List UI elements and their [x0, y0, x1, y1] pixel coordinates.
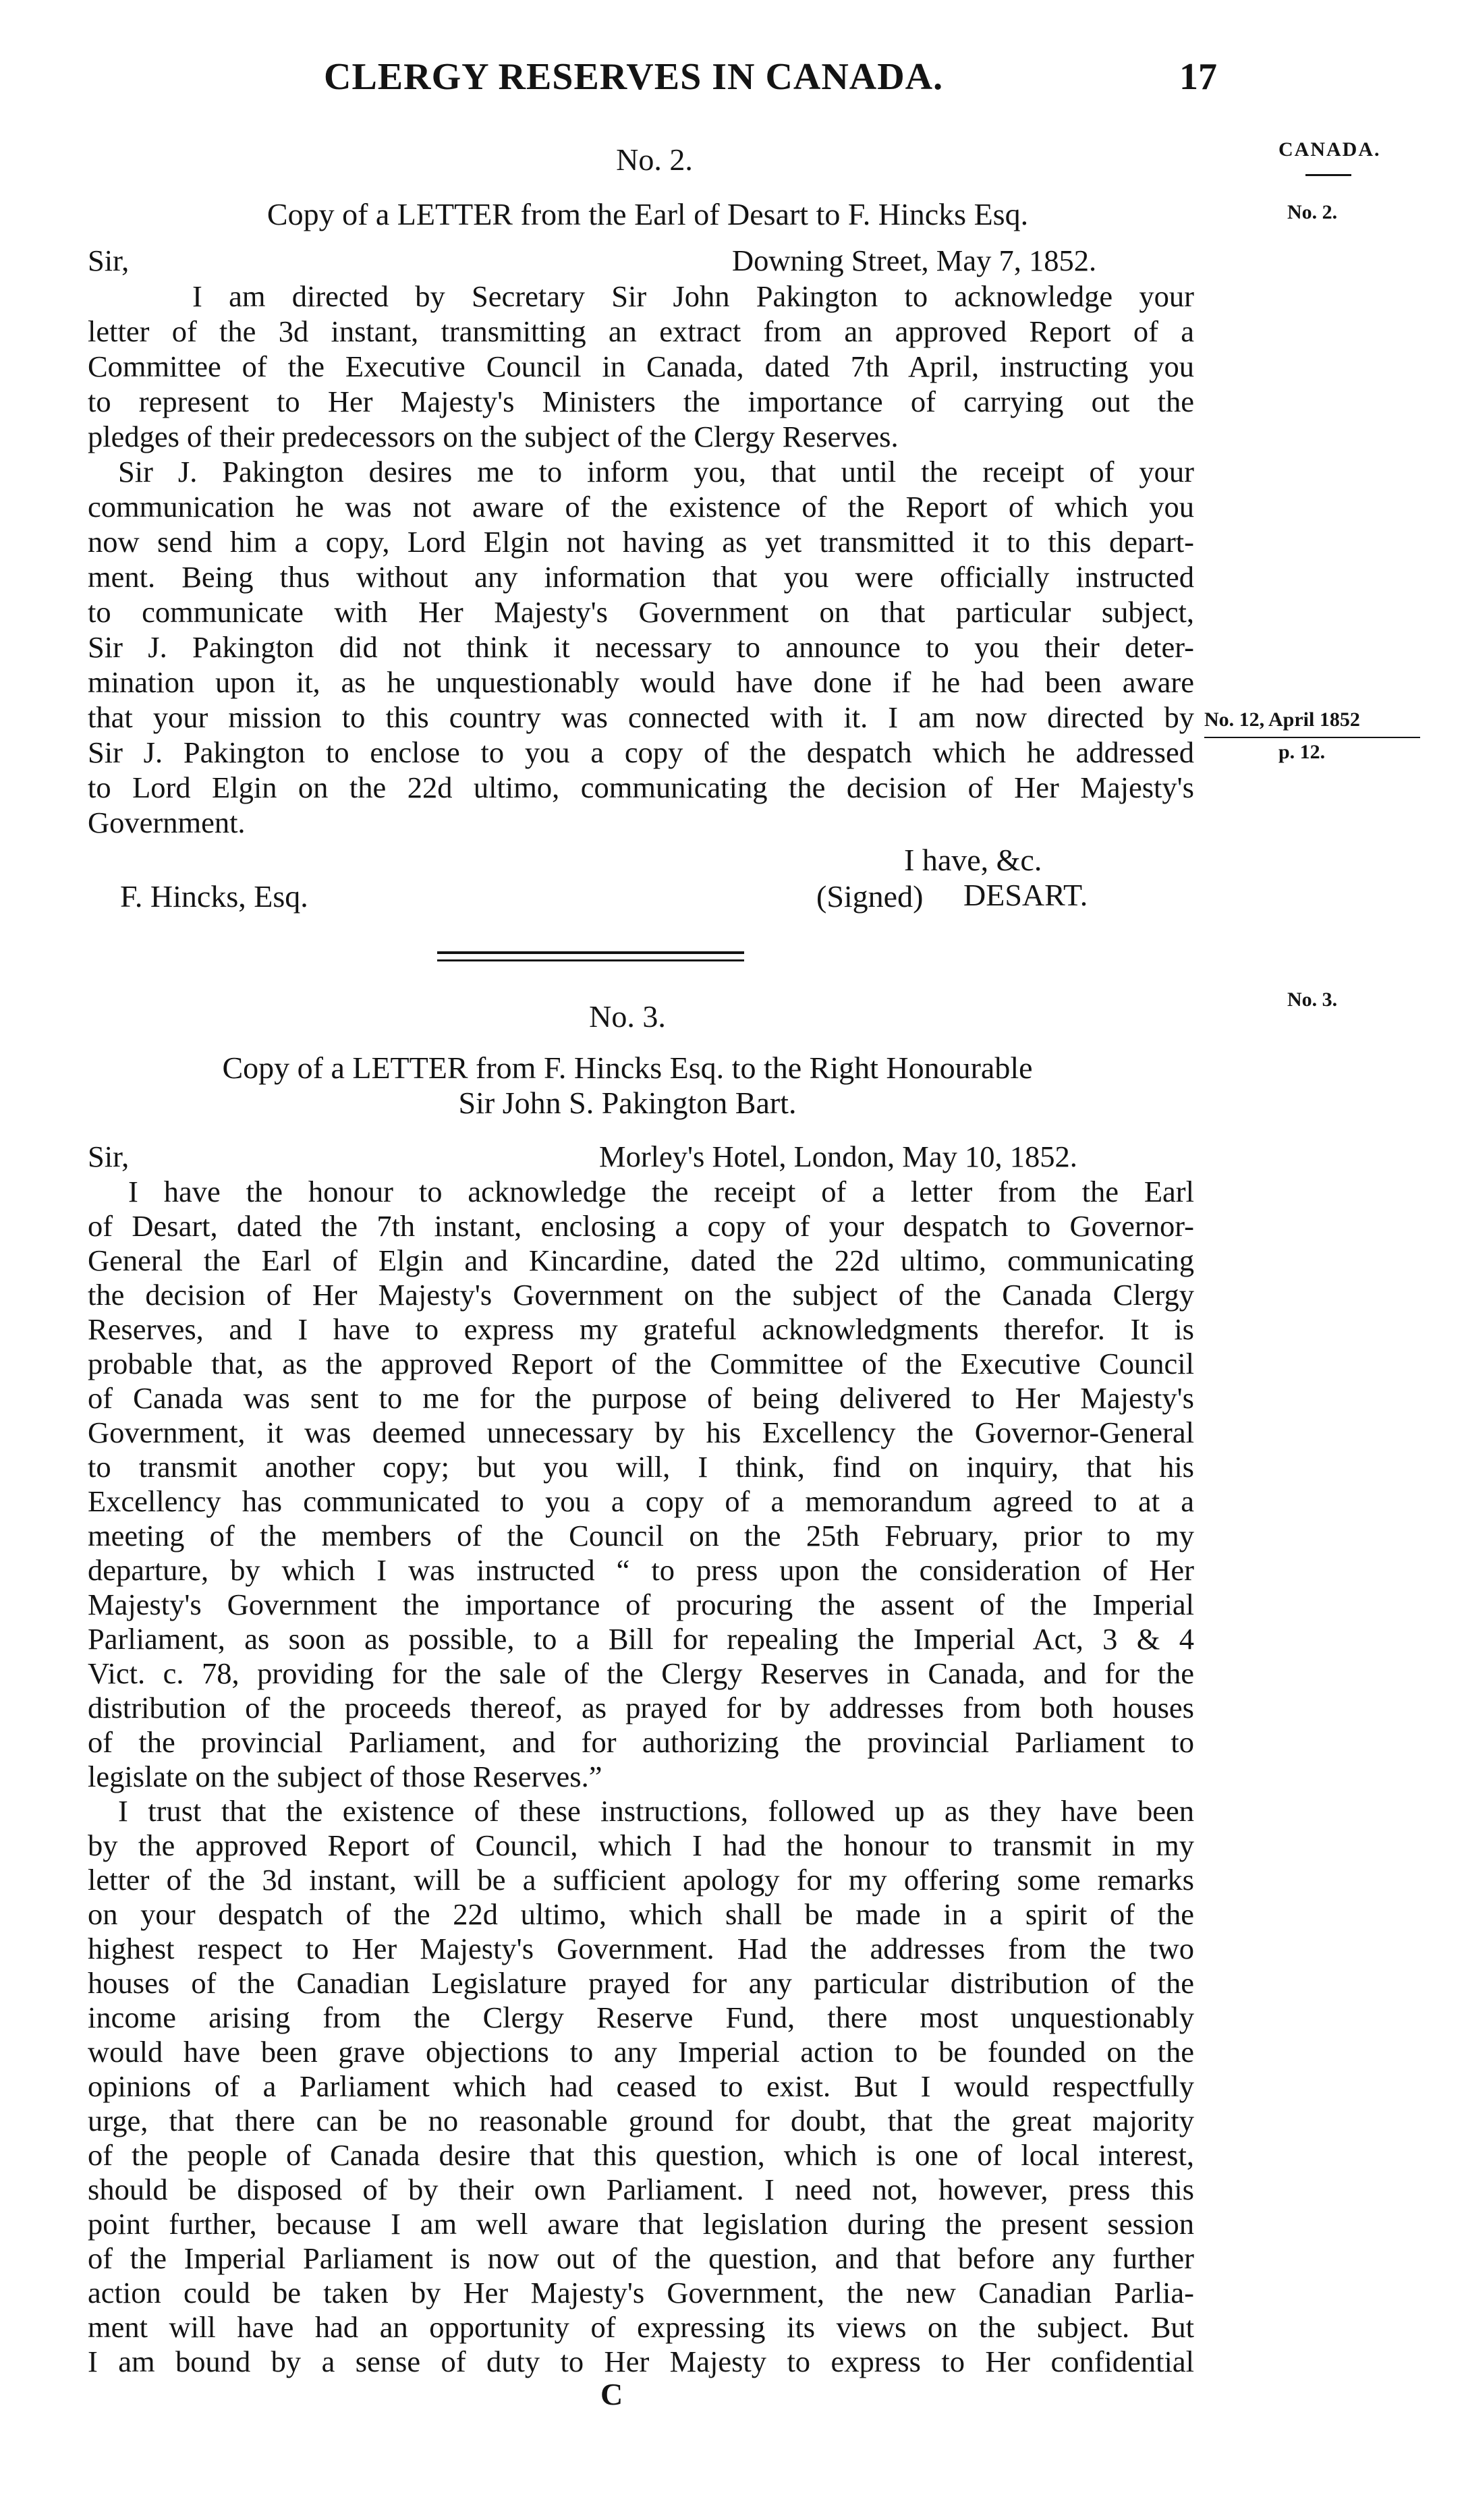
doc2-heading: Copy of a LETTER from the Earl of Desart to F. Hincks Esq. [266, 197, 1029, 231]
margin-heading-rule [1305, 174, 1351, 176]
doc3-line: ment will have had an opportunity of expressing its views on the subject. But [88, 2310, 1194, 2344]
margin-note-doc3: No. 3. [1287, 988, 1338, 1011]
doc3-line: houses of the Canadian Legislature prayed for any particular distribution of the [88, 1966, 1194, 2000]
doc3-line: I have the honour to acknowledge the receipt of a letter from the Earl [128, 1175, 1194, 1208]
doc3-line: should be disposed of by their own Parliament. I need not, however, press this [88, 2173, 1194, 2206]
doc3-line: General the Earl of Elgin and Kincardine, dated the 22d ultimo, communicating [88, 1243, 1194, 1277]
doc2-line: letter of the 3d instant, transmitting an extract from an approved Report of a [88, 314, 1194, 348]
doc3-line: on your despatch of the 22d ultimo, which shall be made in a spirit of the [88, 1897, 1194, 1931]
doc2-salutation: Sir, [88, 244, 130, 277]
doc3-line: departure, by which I was instructed “ to press upon the consideration of Her [88, 1553, 1194, 1587]
doc3-line: of Canada was sent to me for the purpose of being delivered to Her Majesty's [88, 1381, 1194, 1415]
doc2-line: Sir J. Pakington did not think it necessary to announce to you their deter- [88, 630, 1194, 664]
doc3-line: by the approved Report of Council, which I had the honour to transmit in my [88, 1828, 1194, 1862]
doc2-line: to Lord Elgin on the 22d ultimo, communicating the decision of Her Majesty's [88, 771, 1194, 804]
doc2-line: Sir J. Pakington desires me to inform you, that until the receipt of your [118, 455, 1194, 488]
doc3-line: probable that, as the approved Report of the Committee of the Executive Council [88, 1347, 1194, 1380]
doc3-line: I trust that the existence of these instructions, followed up as they have been [118, 1794, 1194, 1828]
margin-note-ref-line1: No. 12, April 1852 [1204, 708, 1360, 731]
running-head-title: CLERGY RESERVES IN CANADA. [324, 56, 944, 98]
doc3-line: Parliament, as soon as possible, to a Bill for repealing the Imperial Act, 3 & 4 [88, 1622, 1194, 1656]
doc2-line: Government. [88, 806, 246, 839]
doc2-line: Committee of the Executive Council in Canada, dated 7th April, instructing you [88, 349, 1194, 383]
doc3-dateline: Morley's Hotel, London, May 10, 1852. [599, 1140, 1077, 1173]
margin-note-doc2: No. 2. [1287, 201, 1338, 223]
margin-note-ref-rule [1204, 737, 1420, 738]
doc2-dateline: Downing Street, May 7, 1852. [732, 244, 1097, 277]
doc3-number: No. 3. [589, 999, 666, 1034]
doc2-line: to communicate with Her Majesty's Government on that particular subject, [88, 595, 1194, 629]
doc3-line: point further, because I am well aware that legislation during the present session [88, 2207, 1194, 2241]
doc2-line: ment. Being thus without any information that you were officially instructed [88, 560, 1194, 594]
doc3-line: action could be taken by Her Majesty's Government, the new Canadian Parlia- [88, 2276, 1194, 2309]
doc3-line: I am bound by a sense of duty to Her Majesty to express to Her confidential [88, 2345, 1194, 2378]
doc2-line: to represent to Her Majesty's Ministers the importance of carrying out the [88, 385, 1194, 418]
section-divider [437, 951, 744, 961]
doc3-salutation: Sir, [88, 1140, 130, 1173]
doc3-line: would have been grave objections to any Imperial action to be founded on the [88, 2035, 1194, 2069]
doc3-line: Majesty's Government the importance of procuring the assent of the Imperial [88, 1588, 1194, 1621]
doc3-line: to transmit another copy; but you will, I think, find on inquiry, that his [88, 1450, 1194, 1484]
doc2-number: No. 2. [616, 142, 693, 177]
doc3-heading-line2: Sir John S. Pakington Bart. [458, 1086, 797, 1120]
doc2-addressee: F. Hincks, Esq. [120, 879, 308, 914]
doc3-line: Reserves, and I have to express my grateful acknowledgments therefor. It is [88, 1312, 1194, 1346]
doc2-line: Sir J. Pakington to enclose to you a copy of the despatch which he addressed [88, 735, 1194, 769]
doc3-line: meeting of the members of the Council on the 25th February, prior to my [88, 1519, 1194, 1552]
doc3-line: opinions of a Parliament which had ceased to exist. But I would respectfully [88, 2069, 1194, 2103]
doc2-signed: (Signed) [816, 879, 924, 914]
doc3-line: urge, that there can be no reasonable ground for doubt, that the great majority [88, 2104, 1194, 2137]
signature-mark: C [600, 2377, 623, 2411]
doc3-line: of the people of Canada desire that this question, which is one of local interest, [88, 2138, 1194, 2172]
doc3-line: of the Imperial Parliament is now out of the question, and that before any further [88, 2241, 1194, 2275]
doc3-line: of the provincial Parliament, and for authorizing the provincial Parliament to [88, 1725, 1194, 1759]
doc2-line: pledges of their predecessors on the subject of the Clergy Reserves. [88, 420, 899, 453]
margin-heading: CANADA. [1278, 138, 1381, 161]
doc3-line: distribution of the proceeds thereof, as prayed for by addresses from both houses [88, 1691, 1194, 1725]
margin-note-ref-line2: p. 12. [1278, 741, 1326, 763]
page-number: 17 [1179, 56, 1217, 98]
doc3-line: the decision of Her Majesty's Government on the subject of the Canada Clergy [88, 1278, 1194, 1312]
doc2-line: communication he was not aware of the existence of the Report of which you [88, 490, 1194, 524]
doc3-line: Vict. c. 78, providing for the sale of the Clergy Reserves in Canada, and for the [88, 1656, 1194, 1690]
doc3-line: Government, it was deemed unnecessary by his Excellency the Governor-General [88, 1416, 1194, 1449]
doc3-line: legislate on the subject of those Reserves.” [88, 1760, 602, 1793]
doc3-line: letter of the 3d instant, will be a sufficient apology for my offering some remarks [88, 1863, 1194, 1897]
doc2-closing: I have, &c. [904, 843, 1042, 877]
doc2-line: mination upon it, as he unquestionably would have done if he had been aware [88, 665, 1194, 699]
doc2-line: now send him a copy, Lord Elgin not having as yet transmitted it to this depart- [88, 525, 1194, 559]
doc2-signatory: DESART. [963, 878, 1088, 912]
doc3-line: highest respect to Her Majesty's Government. Had the addresses from the two [88, 1932, 1194, 1965]
doc3-line: of Desart, dated the 7th instant, enclosing a copy of your despatch to Governor- [88, 1209, 1194, 1243]
doc3-heading-line1: Copy of a LETTER from F. Hincks Esq. to the Right Honourable [222, 1051, 1033, 1085]
doc2-line: I am directed by Secretary Sir John Pakington to acknowledge your [192, 279, 1194, 313]
doc3-line: income arising from the Clergy Reserve Fund, there most unquestionably [88, 2000, 1194, 2034]
doc3-line: Excellency has communicated to you a copy of a memorandum agreed to at a [88, 1484, 1194, 1518]
doc2-line: that your mission to this country was connected with it. I am now directed by [88, 700, 1194, 734]
